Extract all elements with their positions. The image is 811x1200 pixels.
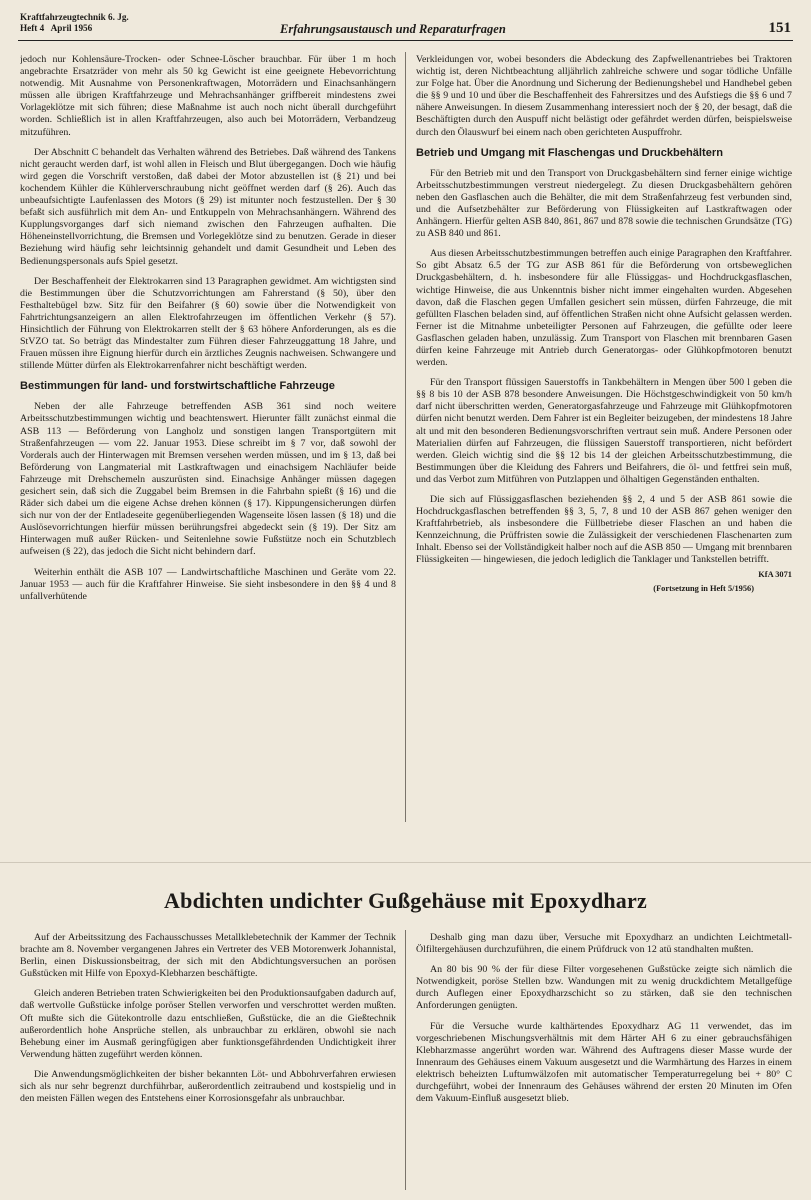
header-rule (18, 40, 793, 41)
paragraph: Die Anwendungsmöglichkeiten der bisher bekannten Löt- und Abbohrverfahren erwiesen sich als nur sehr begrenzt durchführbar, außerordentlich zeitraubend und kostspielig und in den meisten Fällen wegen des Entstehens einer Korrosionsgefahr als unbrauchbar. (20, 1068, 396, 1105)
column-divider (405, 930, 406, 1190)
section-title: Erfahrungsaustausch und Reparaturfragen (280, 22, 506, 36)
paragraph: Die sich auf Flüssiggasflaschen beziehenden §§ 2, 4 und 5 der ASB 861 sowie die Hochdruckgasflaschen betreffenden §§ 3, 5, 7, 8 und 10 der ASB 867 gehen weniger den Kraftfahrbetrieb, als insbesondere die Füllbetriebe dieser Flaschen an und haben die Kennzeichnung, die Prüffristen sowie die Zulässigkeit der verschiedenen Flaschenarten zum Inhalt. Ebenso sei der Vollständigkeit halber noch auf die ASB 850 — Umgang mit brennbaren Flüssigkeiten — hingewiesen, die jedoch lediglich die Tanklager und Tankstellen betrifft. (416, 494, 792, 566)
article-title: Abdichten undichter Gußgehäuse mit Epoxydharz (164, 888, 647, 913)
paragraph: Für den Transport flüssigen Sauerstoffs in Tankbehältern in Mengen über 500 l geben die §§ 8 bis 10 der ASB 878 besondere Anweisungen. Die Höchstgeschwindigkeit von 50 km/h darf nicht überschritten werden, Generatorgasfahrzeuge und Fahrzeuge mit Glühkopfmotoren dürfen nicht benutzt werden. Dem Fahrer ist ein Begleiter beizugeben, der mindestens 18 Jahre alt und mit den besonderen Bedienungsvorschriften vertraut sein muß. Andere Personen oder Materialien dürfen auf Fahrzeugen, die flüssigen Sauerstoff transportieren, nicht befördert werden. Gleich wichtig sind die §§ 12 bis 14 der gleichen Arbeitsschutzbestimmung, die Bestimmungen über die Kleidung des Fahrers und Beifahrers, die öl- und fettfrei sein muß, und das Verbot zum Mitführen von Putzlappen und ölhaltigen Gegenständen enthalten. (416, 377, 792, 485)
journal-volume: 6. Jg. (108, 12, 129, 22)
paragraph: Neben der alle Fahrzeuge betreffenden ASB 361 sind noch weitere Arbeitsschutzbestimmungen wichtig und beachtenswert. Hierunter fällt zunächst einmal die ASB 113 — Beförderung von Langholz und sonstigen langen Transportgütern mit Straßenfahrzeugen — vom 22. Januar 1953. Diese schreibt im § 7 vor, daß sowohl der Vorderals auch der Hinterwagen mit Bremsen versehen werden müssen, und im § 13, daß bei Beförderung von Langmaterial mit Lastkraftwagen und einachsigem Nachläufer beide Fahrzeuge mit Drehschemeln auszurüsten sind. Einachsige Anhänger müssen dagegen gesichert sein, daß sich die Zuggabel beim Bremsen in die Fahrbahn spießt (§ 16) und die Räder sich dabei um die eigene Achse drehen können (§ 17). Kippungensicherungen dürfen sich nur von der der Entladeseite gegenüberliegenden Wagenseite lösen lassen (§ 18) und die Auslösevorrichtungen hierfür müssen berührungsfrei abgedeckt sein (§ 19). Der Sitz am Hinterwagen muß außer Rücken- und Seitenlehne sowie Fußstütze noch ein Schutzblech aufweisen (§ 22), das jedoch die Sicht nicht behindern darf. (20, 401, 396, 558)
paragraph: Der Beschaffenheit der Elektrokarren sind 13 Paragraphen gewidmet. Am wichtigsten sind die Bestimmungen über die Schutzvorrichtungen am Fahrerstand (§ 50), über den Festhaltebügel bzw. Sitz für den Beifahrer (§ 60) sowie über die Notwendigkeit von Fahrtrichtungsanzeigern an allen Elektrofahrzeugen im öffentlichen Verkehr (§ 57). Hinsichtlich der Führung von Elektrokarren stellt der § 63 höhere Anforderungen, als es die StVZO tat. So beträgt das Mindestalter zum Führen dieser Fahrzeuggattung 18 Jahre, und Frauen müssen ihre Eignung hierfür durch ein ärztliches Zeugnis nachweisen. Schwangere und stillende Mütter dürfen als Elektrokarrenfahrer nicht beschäftigt werden. (20, 275, 396, 372)
paragraph: Für die Versuche wurde kalthärtendes Epoxydharz AG 11 verwendet, das im vorgeschriebenen Mischungsverhältnis mit dem Härter AH 6 zu einer gebrauchsfähigen Klebharzmasse angerührt worden war. Während des Auftragens dieser Masse wurde der Innenraum des Gehäuses einem Vakuum ausgesetzt und die Warmhärtung des Harzes in einem elektrisch beheizten Luftumwälzofen mit automatischer Temperaturregelung bei + 80° C durchgeführt, wobei der Innenraum des Gehäuses während der ersten 20 Minuten im Ofen dem Vakuum-Einfluß ausgesetzt blieb. (416, 1020, 792, 1105)
paragraph: Weiterhin enthält die ASB 107 — Landwirtschaftliche Maschinen und Geräte vom 22. Januar 1953 — auch für die Kraftfahrer Hinweise. Sie sieht insbesondere in den §§ 4 und 8 unfallverhütende (20, 566, 396, 602)
article2-left-column (20, 932, 396, 1194)
article2-right-column (416, 932, 792, 1194)
continuation-note: (Fortsetzung in Heft 5/1956) (653, 583, 754, 593)
journal-date: April 1956 (50, 23, 93, 33)
page-number: 151 (768, 20, 791, 36)
paragraph: Für den Betrieb mit und den Transport von Druckgasbehältern sind ferner einige wichtige Arbeitsschutzbestimmungen verstreut niedergelegt. Zu diesen Druckgasbehältern gehören neben den Gasflaschen auch die Behälter, die mit dem Straßenfahrzeug fest verbunden sind, und die Aufsetzbehälter zur Beförderung von Flüssigkeiten auf Lastkraftwagen oder Anhängern. Hierfür gelten ASB 840, 861, 867 und 878 sowie die technischen Grundsätze (TG) zu ASB 840 und 861. (416, 167, 792, 240)
paragraph: Verkleidungen vor, wobei besonders die Abdeckung des Zapfwellenantriebes bei Traktoren wichtig ist, deren Nichtbeachtung alljährlich zahlreiche schwere und sogar tödliche Unfälle zur Folge hat. Über die Anordnung und Sicherung der Bedienungshebel und Handhebel geben die §§ 9 und 10 und über die Beschaffenheit des Fahrersitzes und des Aufstiegs die §§ 6 und 7 nähere Anweisungen. In diesem Zusammenhang interessiert noch der § 20, der besagt, daß die Beschäftigten durch den Auspuff nicht belästigt oder gefährdet werden dürfen, beispielsweise durch den Ölauswurf bei einem nach oben gerichteten Auspuffrohr. (416, 54, 792, 138)
journal-info (20, 12, 129, 34)
left-column (20, 54, 396, 824)
paragraph: An 80 bis 90 % der für diese Filter vorgesehenen Gußstücke zeigte sich nämlich die Notwendigkeit, poröse Stellen bzw. Wandungen mit zu wenig druckdichtem Metallgefüge durch Auflegen einer Epoxydharzschicht so zu stärken, daß sie den technischen Anforderungen genügten. (416, 964, 792, 1012)
section-heading: Bestimmungen für land- und forstwirtschaftliche Fahrzeuge (20, 380, 335, 393)
column-divider (405, 52, 406, 822)
journal-name: Kraftfahrzeugtechnik (20, 12, 106, 22)
article-separator (0, 862, 811, 863)
paragraph: Deshalb ging man dazu über, Versuche mit Epoxydharz an undichten Leichtmetall-Ölfiltergehäusen durchzuführen, die einem Prüfdruck von 12 atü standhalten mußten. (416, 932, 792, 956)
paragraph: jedoch nur Kohlensäure-Trocken- oder Schnee-Löscher brauchbar. Für über 1 m hoch angebrachte Ersatzräder von mehr als 50 kg Gewicht ist eine geeignete Hebevorrichtung notwendig. Mit Ausnahme von Personenkraftwagen, Motorrädern und Einachsanhängern müssen alle übrigen Kraftfahrzeuge und Mehrachsanhänger griffbereit mindestens zwei Vorlageklötze mit sich führen; diese Maßnahme ist auch noch nicht überall durchgeführt worden. Schließlich ist in allen Kraftfahrzeugen, also auch bei Motorrädern, Verbandzeug mitzuführen. (20, 54, 396, 138)
paragraph: Aus diesen Arbeitsschutzbestimmungen betreffen auch einige Paragraphen den Kraftfahrer. So gibt Absatz 6.5 der TG zur ASB 861 für die Beförderung von ortsbeweglichen Druckgasbehältern, d. h. insbesondere für alle Flüssiggas- und Hochdruckgasflaschen, wichtige Hinweise, die aus Unkenntnis bisher nicht immer eingehalten wurden. Abgesehen davon, daß die Flaschen gegen Umfallen gesichert sein müssen, dürfen Fahrzeuge, die mit gefüllten Flaschen beladen sind, auf öffentlichen Straßen nicht ohne Aufsicht gelassen werden. Ferner ist die Mitnahme unbeteiligter Personen auf Fahrzeugen, die gefüllte oder leere Gasflaschen geladen haben, unzulässig. Zum Transport von Flaschen mit brennbaren Gasen dürfen keine Fahrzeuge mit Antrieb durch Generatorgas- oder Glühkopfmotoren benutzt werden. (416, 248, 792, 369)
article-signature: KfA 3071 (758, 569, 792, 579)
paragraph: Auf der Arbeitssitzung des Fachausschusses Metallklebetechnik der Kammer der Technik brachte am 8. November vergangenen Jahres ein Vertreter des VEB Motorenwerk Johannistal, Berlin, einen Diskussionsbeitrag, der sich mit den Abdichtungsversuchen an porösen Gußstücken mit Hilfe von Epoxyd-Klebharzen beschäftigte. (20, 932, 396, 980)
paragraph: Gleich anderen Betrieben traten Schwierigkeiten bei den Produktionsaufgaben dadurch auf, daß wertvolle Gußstücke infolge poröser Stellen verworfen und verschrottet werden mußten. Oft mußte sich die Gütekontrolle dazu entschließen, Gußstücke, die an die Gießtechnik außerordentlich hohe Ansprüche stellen, als unbrauchbar zu erklären, obwohl sie nach Behebung einer im Ausmaß geringfügigen aber funktionsgefährdenden Undichtigkeit ihrer Verwendung hätten zugeführt werden können. (20, 988, 396, 1060)
section-heading: Betrieb und Umgang mit Flaschengas und Druckbehältern (416, 146, 723, 159)
paragraph: Der Abschnitt C behandelt das Verhalten während des Betriebes. Daß während des Tankens nicht geraucht werden darf, ist wohl allen in Fleisch und Blut übergegangen. Doch wie häufig wird gegen die Vorschrift verstoßen, daß dabei der Motor abzustellen ist (§ 21) und bei kochendem Kühler die Kühlerverschraubung nicht geöffnet werden darf (§ 26). Auch das unbeaufsichtigte Laufenlassen des Motors (§ 29) ist mitunter noch festzustellen. Der § 30 befaßt sich ausführlich mit dem An- und Entkuppeln von Mehrachsanhängern. Während des Kupplungsvorganges darf sich niemand zwischen den Fahrzeugen aufhalten. Die Höheneinstellvorrichtung, die Bremsen und Vorlegeklötze sind zu benutzen. Gerade in dieser Beziehung wird häufig sehr leichtsinnig gehandelt und damit Gesundheit und Leben des Bedienungspersonals aufs Spiel gesetzt. (20, 146, 396, 267)
journal-issue: Heft 4 (20, 23, 45, 33)
right-column (416, 54, 792, 834)
